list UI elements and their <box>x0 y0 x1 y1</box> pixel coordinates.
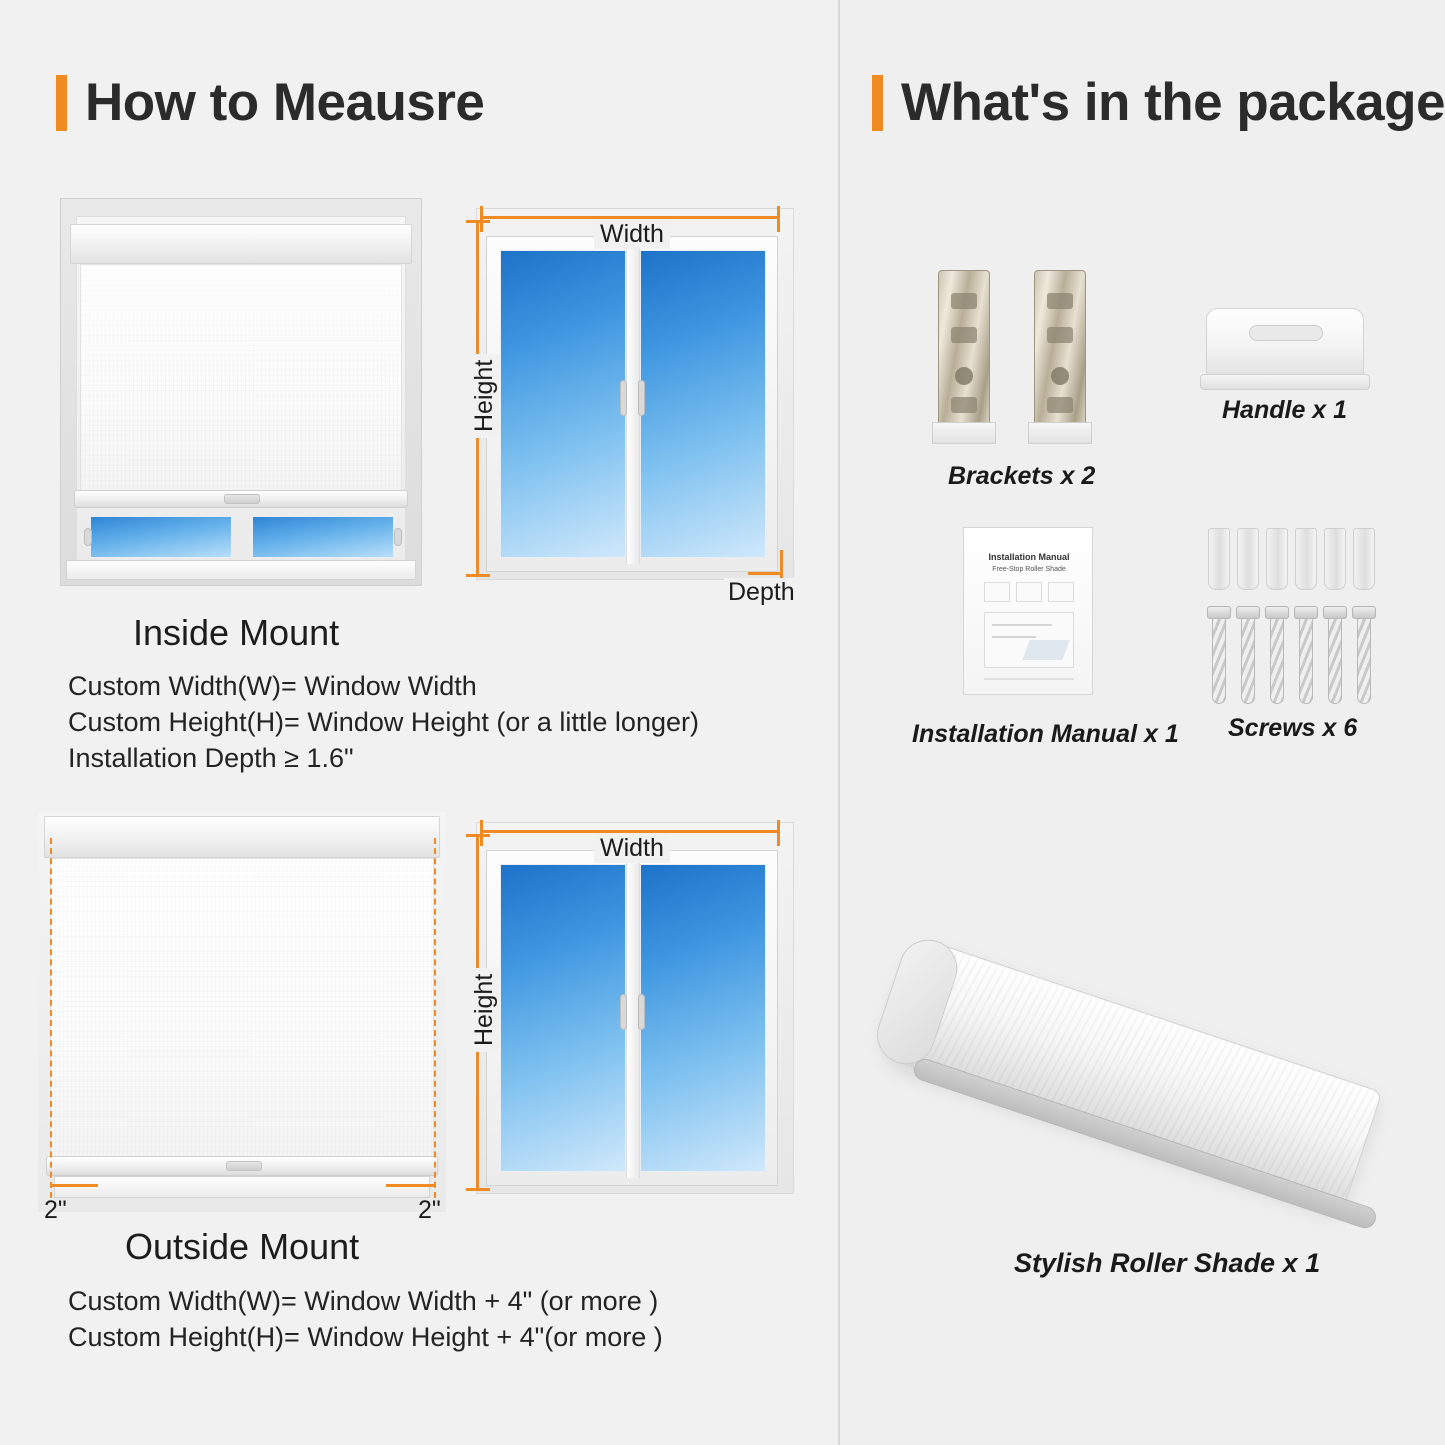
width-tick-left <box>480 206 483 232</box>
window-handle-left <box>620 994 627 1030</box>
overhang-tick-left <box>50 1184 98 1187</box>
manual-cover-title: Installation Manual <box>988 552 1070 562</box>
heading-package-contents <box>872 72 1445 133</box>
pull-handle <box>224 494 260 504</box>
depth-dimension-line <box>748 572 782 575</box>
bracket-slot <box>1047 293 1073 309</box>
height-tick-bottom <box>466 574 490 577</box>
wall-anchor-icon <box>1353 528 1375 590</box>
sill <box>54 1176 430 1198</box>
panel-divider <box>838 0 840 1445</box>
headrail <box>44 816 440 858</box>
overhang-tick-right <box>386 1184 434 1187</box>
wall-anchor-icon <box>1266 528 1288 590</box>
window-handle-right <box>394 528 402 546</box>
inside-mount-measure-diagram <box>462 198 808 606</box>
label-height: Height <box>470 354 499 438</box>
bracket-icon <box>938 270 990 430</box>
bracket-icon <box>1034 270 1086 430</box>
screw-icon <box>1240 606 1256 704</box>
window-handle-right <box>638 994 645 1030</box>
label-width: Width <box>594 220 670 249</box>
wall-anchor-icon <box>1208 528 1230 590</box>
height-tick-bottom <box>466 1188 490 1191</box>
bracket-slot <box>951 397 977 413</box>
window-handle-right <box>638 380 645 416</box>
width-tick-left <box>480 820 483 846</box>
window-handle-left <box>620 380 627 416</box>
window-handle-left <box>84 528 92 546</box>
screw-shaft <box>1270 618 1284 704</box>
headrail <box>70 224 412 264</box>
window-glass-right <box>640 864 766 1172</box>
bracket-slot <box>951 327 977 343</box>
inside-mount-spec-0: Custom Width(W)= Window Width <box>68 671 477 701</box>
overhang-guide-right <box>434 838 436 1198</box>
sill <box>66 560 416 580</box>
screw-shaft <box>1299 618 1313 704</box>
label-depth: Depth <box>724 578 799 607</box>
label-overhang-left: 2" <box>44 1196 67 1224</box>
shade-fabric <box>50 858 434 1158</box>
label-overhang-right: 2" <box>418 1196 441 1224</box>
bracket-hole <box>1051 367 1069 385</box>
depth-tick <box>780 550 783 578</box>
inside-mount-shade-illustration <box>60 198 422 586</box>
outside-mount-spec-1: Custom Height(H)= Window Height + 4"(or more ) <box>68 1322 663 1352</box>
manual-cover-subtitle: Free-Stop Roller Shade <box>992 566 1066 573</box>
window-glass-right <box>252 516 394 558</box>
width-dimension-line <box>480 830 780 833</box>
label-height: Height <box>470 968 499 1052</box>
window-glass-left <box>90 516 232 558</box>
height-tick-top <box>466 834 490 837</box>
manual-diagram-shape <box>1022 640 1069 660</box>
manual-footer-line <box>984 678 1074 680</box>
screws-group <box>1208 528 1380 688</box>
shade-fabric <box>80 264 402 492</box>
screws-caption: Screws x 6 <box>1228 714 1358 742</box>
manual-diagram-line <box>992 624 1052 626</box>
screw-shaft <box>1328 618 1342 704</box>
wall-anchor-icon <box>1295 528 1317 590</box>
label-width: Width <box>594 834 670 863</box>
screw-icon <box>1356 606 1372 704</box>
brackets-caption: Brackets x 2 <box>948 462 1096 490</box>
bracket-base <box>1028 422 1092 444</box>
width-dimension-line <box>480 216 780 219</box>
width-tick-right <box>777 206 780 232</box>
bracket-slot <box>1047 397 1073 413</box>
manual-diagram-line <box>992 636 1036 638</box>
manual-thumb <box>1048 582 1074 602</box>
outside-mount-title: Outside Mount <box>125 1226 360 1267</box>
inside-mount-title: Inside Mount <box>133 612 340 653</box>
outside-mount-shade-illustration <box>38 812 446 1212</box>
width-tick-right <box>777 820 780 846</box>
bracket-slot <box>951 293 977 309</box>
screw-icon <box>1327 606 1343 704</box>
wall-anchor-icon <box>1237 528 1259 590</box>
brackets-group <box>930 270 1120 450</box>
screw-shaft <box>1212 618 1226 704</box>
outside-mount-measure-diagram <box>462 812 808 1212</box>
wall-anchor-icon <box>1324 528 1346 590</box>
handle-grip-cutout <box>1249 325 1323 341</box>
bracket-base <box>932 422 996 444</box>
screw-icon <box>1269 606 1285 704</box>
heading-how-to-measure-text: How to Meausre <box>85 73 485 132</box>
inside-mount-spec-1: Custom Height(H)= Window Height (or a little longer) <box>68 707 699 737</box>
screw-icon <box>1298 606 1314 704</box>
outside-mount-spec-0: Custom Width(W)= Window Width + 4" (or more ) <box>68 1286 659 1316</box>
heading-package-contents-text: What's in the package <box>901 73 1445 132</box>
screw-icon <box>1211 606 1227 704</box>
heading-how-to-measure <box>56 72 484 133</box>
accent-bar-icon <box>872 75 883 131</box>
roller-shade-caption: Stylish Roller Shade x 1 <box>1014 1248 1321 1278</box>
overhang-guide-left <box>50 838 52 1198</box>
roller-shade-product-image <box>906 880 1416 1220</box>
screw-shaft <box>1241 618 1255 704</box>
bracket-hole <box>955 367 973 385</box>
height-tick-top <box>466 220 490 223</box>
installation-manual-icon <box>963 527 1093 695</box>
bracket-slot <box>1047 327 1073 343</box>
handle-base <box>1200 374 1370 390</box>
window-glass-left <box>500 250 626 558</box>
window-glass-right <box>640 250 766 558</box>
handle-icon <box>1206 308 1364 380</box>
screw-shaft <box>1357 618 1371 704</box>
window-glass-left <box>500 864 626 1172</box>
accent-bar-icon <box>56 75 67 131</box>
handle-caption: Handle x 1 <box>1222 396 1348 424</box>
installation-manual-caption: Installation Manual x 1 <box>912 720 1179 748</box>
inside-mount-spec-2: Installation Depth ≥ 1.6" <box>68 743 354 773</box>
pull-handle <box>226 1161 262 1171</box>
manual-thumb <box>984 582 1010 602</box>
manual-thumb <box>1016 582 1042 602</box>
